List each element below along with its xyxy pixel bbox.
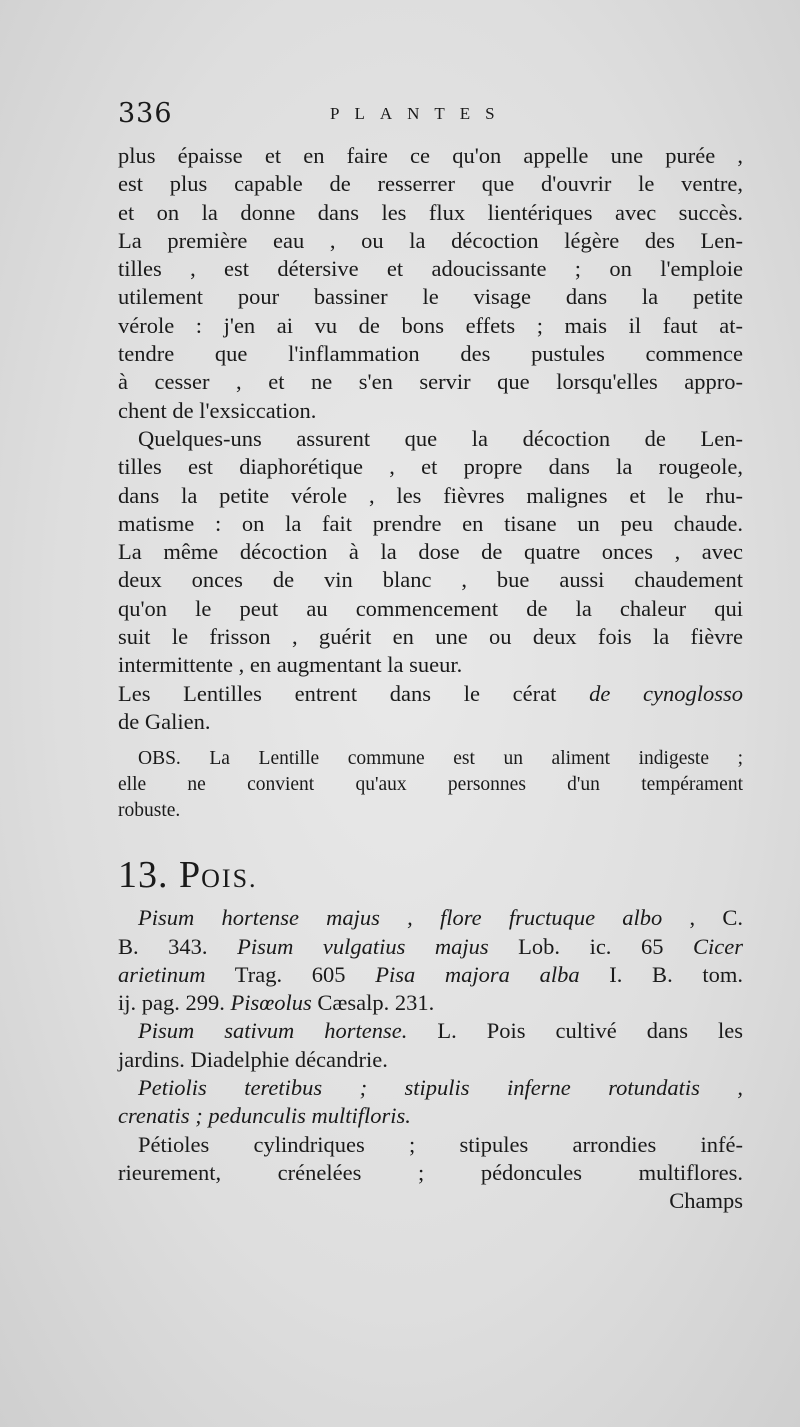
obs-line: OBS. La Lentille commune est un aliment indigeste ; bbox=[138, 748, 743, 770]
text-segment: Les Lentilles entrent dans le cérat bbox=[118, 680, 557, 706]
italic-phrase: de cynoglosso bbox=[589, 680, 743, 706]
catchword: Champs bbox=[669, 1188, 743, 1214]
text-line: chent de l'exsiccation. bbox=[118, 397, 317, 423]
text-segment: Petiolis teretibus ; stipulis inferne rotundatis , bbox=[138, 1075, 743, 1101]
synonym-line bbox=[118, 933, 743, 961]
synonym-line bbox=[118, 961, 743, 989]
text-segment: Pisum sativum hortense. bbox=[138, 1018, 408, 1044]
obs-line: elle ne convient qu'aux personnes d'un tempérament bbox=[118, 774, 743, 796]
text-segment: ij. pag. 299. bbox=[118, 990, 231, 1016]
text-segment: Trag. 605 bbox=[205, 961, 376, 987]
text-segment: Lob. ic. 65 bbox=[488, 933, 693, 959]
text-line: de Galien. bbox=[118, 708, 211, 734]
linnaean-line bbox=[118, 1074, 743, 1102]
text-line: suit le frisson , guérit en une ou deux fois la fièvre bbox=[118, 624, 743, 650]
text-line: La même décoction à la dose de quatre onces , avec bbox=[118, 539, 743, 565]
text-segment: Pisum vulgatius majus bbox=[237, 933, 489, 959]
running-head bbox=[118, 98, 738, 138]
text-line: dans la petite vérole , les fièvres malignes et le rhu- bbox=[118, 482, 743, 508]
linnaean-line: Pétioles cylindriques ; stipules arrondies infé- bbox=[138, 1131, 743, 1157]
header-title: PLANTES bbox=[330, 104, 510, 123]
text-segment: Cæsalp. 231. bbox=[311, 990, 435, 1016]
section-number: 13. bbox=[118, 854, 169, 897]
text-line bbox=[118, 680, 743, 708]
text-line: La première eau , ou la décoction légère des Len- bbox=[118, 227, 743, 253]
linnaean-line: rieurement, crénelées ; pédoncules multiflores. bbox=[118, 1159, 743, 1185]
text-line: tilles est diaphorétique , et propre dans la rougeole, bbox=[118, 454, 743, 480]
text-line: à cesser , et ne s'en servir que lorsqu'elles appro- bbox=[118, 369, 743, 395]
text-line: deux onces de vin blanc , bue aussi chaudement bbox=[118, 567, 743, 593]
text-segment: Cicer bbox=[693, 933, 743, 959]
text-line: Quelques-uns assurent que la décoction de Len- bbox=[138, 425, 743, 451]
page-number: 336 bbox=[118, 98, 173, 129]
text-segment: B. 343. bbox=[118, 933, 238, 959]
text-segment: I. B. tom. bbox=[579, 961, 743, 987]
text-segment: Pisa majora alba bbox=[375, 961, 580, 987]
obs-line: robuste. bbox=[118, 800, 181, 822]
linnaean-line bbox=[118, 1102, 743, 1130]
text-line: plus épaisse et en faire ce qu'on appelle une purée , bbox=[118, 143, 743, 168]
text-segment: Pisum hortense majus , flore fructuque albo bbox=[138, 905, 663, 931]
body-text bbox=[118, 142, 743, 1216]
text-line: matisme : on la fait prendre en tisane un peu chaude. bbox=[118, 510, 743, 536]
text-line: vérole : j'en ai vu de bons effets ; mais il faut at- bbox=[118, 312, 743, 338]
text-line: tilles , est détersive et adoucissante ; on l'emploie bbox=[118, 256, 743, 282]
section-title-initial: P bbox=[179, 854, 202, 897]
linnaean-line: jardins. Diadelphie décandrie. bbox=[118, 1046, 388, 1072]
text-line: et on la donne dans les flux lientériques avec succès. bbox=[118, 199, 743, 225]
text-segment: Pisœolus bbox=[230, 990, 312, 1016]
synonym-line bbox=[118, 989, 743, 1017]
text-segment: crenatis ; pedunculis multifloris. bbox=[118, 1103, 411, 1129]
text-segment: L. Pois cultivé dans les bbox=[407, 1018, 744, 1044]
section-title-rest: OIS. bbox=[201, 864, 258, 894]
text-line: qu'on le peut au commencement de la chaleur qui bbox=[118, 595, 743, 621]
text-line: est plus capable de resserrer que d'ouvrir le ventre, bbox=[118, 171, 743, 197]
linnaean-line bbox=[118, 1017, 743, 1045]
text-segment: arietinum bbox=[118, 961, 206, 987]
synonym-line bbox=[118, 904, 743, 932]
section-heading bbox=[118, 846, 743, 904]
text-segment: , C. bbox=[662, 905, 743, 931]
text-line: intermittente , en augmentant la sueur. bbox=[118, 652, 463, 678]
text-line: tendre que l'inflammation des pustules commence bbox=[118, 341, 743, 367]
text-line: utilement pour bassiner le visage dans la petite bbox=[118, 284, 743, 310]
